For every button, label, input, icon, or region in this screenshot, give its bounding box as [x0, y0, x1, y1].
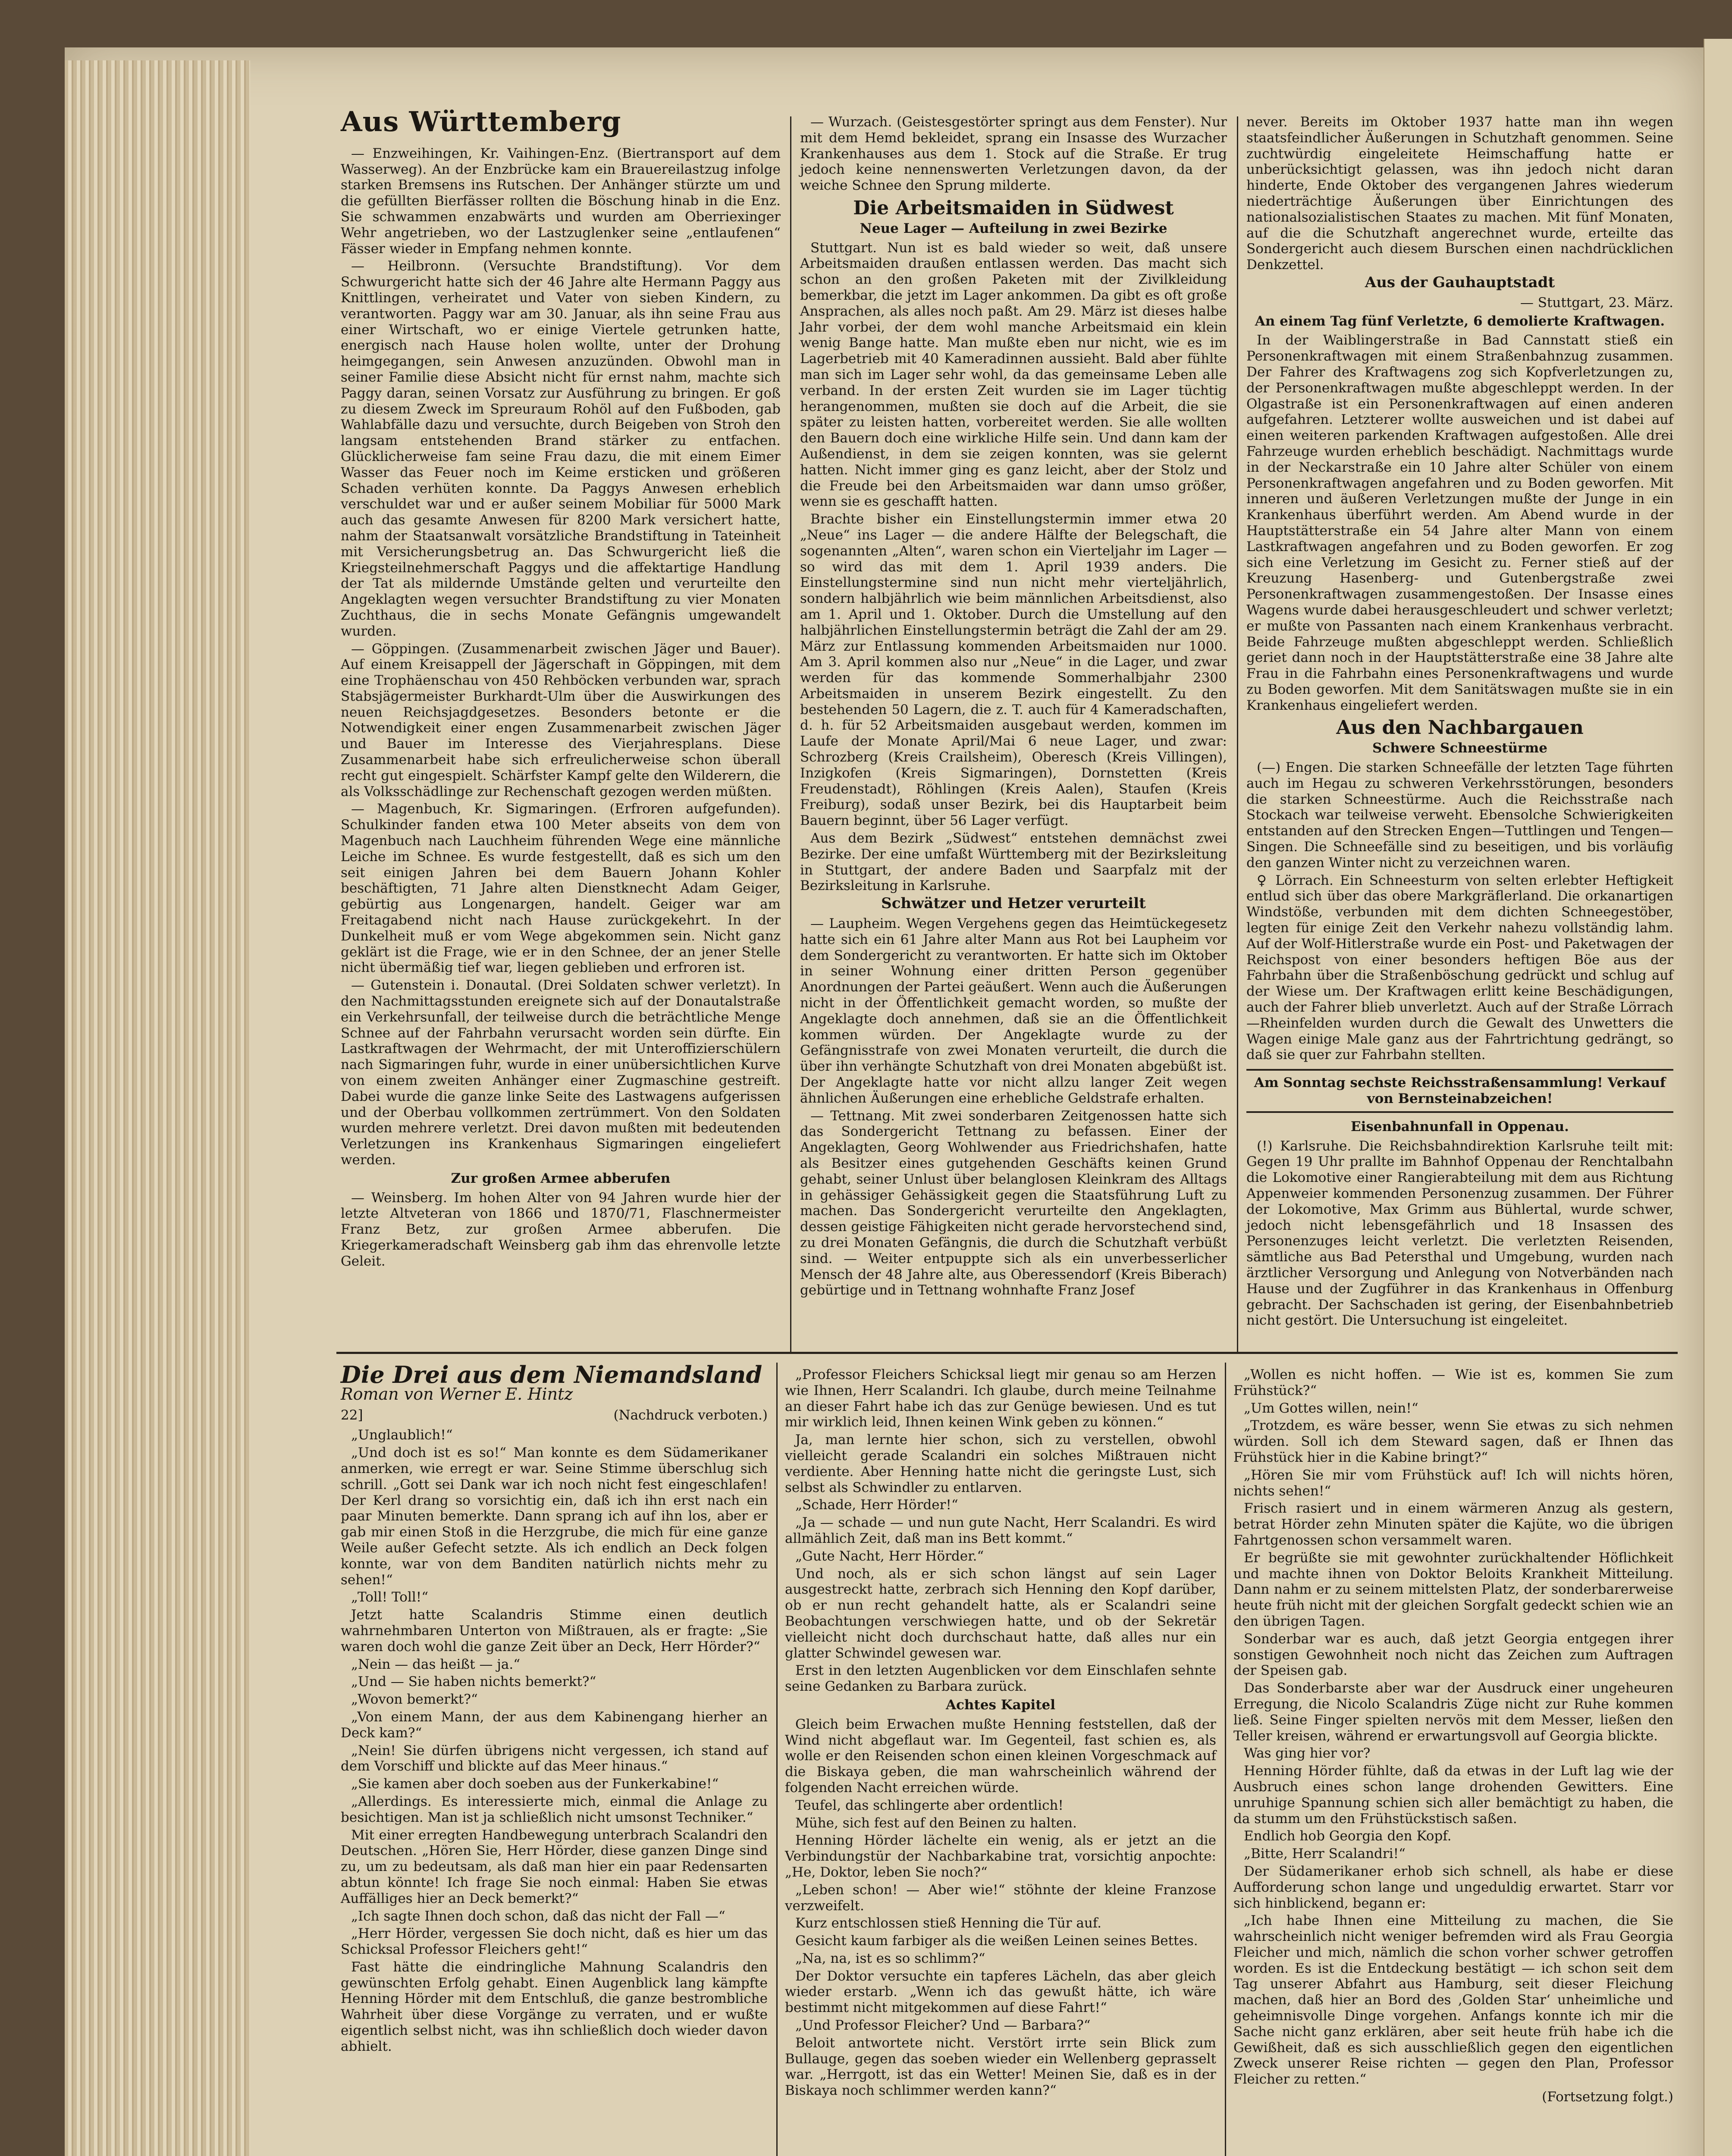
- story-paragraph: „Nein! Sie dürfen übrigens nicht vergessen, ich stand auf dem Vorschiff und blickte auf das Meer hinaus.“: [341, 1742, 768, 1774]
- story-paragraph: „Leben schon! — Aber wie!“ stöhnte der kleine Franzose verzweifelt.: [785, 1882, 1216, 1914]
- serial-author: Roman von Werner E. Hintz: [341, 1384, 573, 1404]
- story-paragraph: „Bitte, Herr Scalandri!“: [1244, 1846, 1406, 1862]
- story-paragraph: „Nein — das heißt — ja.“: [351, 1656, 521, 1672]
- column-rule: [790, 116, 791, 1354]
- serial-header-row: [341, 1407, 768, 1423]
- story-paragraph: „Herr Hörder, vergessen Sie doch nicht, daß es hier um das Schicksal Professor Fleichers geht!“: [341, 1926, 768, 1958]
- article-paragraph: — Wurzach. (Geistesgestörter springt aus dem Fenster). Nur mit dem Hemd bekleidet, sprang ein Insasse des Wurzacher Krankenhauses aus dem 1. Stock auf die Straße. Er trug jedoch keine nennenswerten Verletzungen davon, da der weiche Schnee den Sprung milderte.: [800, 114, 1227, 194]
- story-paragraph: Erst in den letzten Augenblicken vor dem Einschlafen sehnte seine Gedanken zu Barbara zurück.: [785, 1663, 1216, 1695]
- article-paragraph: ♀ Lörrach. Ein Schneesturm von selten erlebter Heftigkeit entlud sich über das obere Markgräflerland. Die orkanartigen Windstöße, verbunden mit dem dichten Schneegestöber, legten für einige Zeit den Verkehr nahezu vollständig lahm. Auf der Wolf-Hitlerstraße wurde ein Post- und Paketwagen der Reichspost von einer besonders heftigen Böe aus der Fahrbahn über die Straßenböschung gedrückt und schlug auf der Wiese um. Der Kraftwagen erlitt keine Beschädigungen, auch der Fahrer blieb unverletzt. Auch auf der Straße Lörrach—Rheinfelden wurden durch die Gewalt des Unwetters die Wagen einige Male ganz aus der Fahrtrichtung gedrängt, so daß sie quer zur Fahrbahn stellten.: [1246, 872, 1673, 1063]
- chapter-heading: Achtes Kapitel: [945, 1697, 1056, 1713]
- article-paragraph: Aus dem Bezirk „Südwest“ entstehen demnächst zwei Bezirke. Der eine umfaßt Württemberg mit der Bezirksleitung in Stuttgart, der andere Baden und Saarpfalz mit der Bezirksleitung in Karlsruhe.: [800, 830, 1227, 894]
- article-headline: Aus der Gauhauptstadt: [1365, 273, 1555, 291]
- story-paragraph: Und noch, als er sich schon längst auf sein Lager ausgestreckt hatte, zerbrach sich Henning den Kopf darüber, ob er nun recht gehandelt hatte, als er Scalandri seine Beobachtungen verschwiegen hatte, und ob der Sekretär vielleicht nicht doch durchschaut hatte, daß alles nur ein glatter Schwindel gewesen war.: [785, 1566, 1216, 1661]
- column-rule: [776, 1363, 778, 2156]
- article-subheading: Schwere Schneestürme: [1372, 740, 1547, 756]
- story-paragraph: Jetzt hatte Scalandris Stimme einen deutlich wahrnehmbaren Unterton von Mißtrauen, als er fragte: „Sie waren doch wohl die ganze Zeit über an Deck, Herr Hörder?“: [341, 1607, 768, 1655]
- column-rule: [1225, 1363, 1226, 2156]
- article-paragraph: — Enzweihingen, Kr. Vaihingen-Enz. (Biertransport auf dem Wasserweg). An der Enzbrücke kam ein Brauereilastzug infolge starken Bremsens ins Rutschen. Der Anhänger stürzte um und die gefüllten Bierfässer rollten die Böschung hinab in die Enz. Sie schwammen enzabwärts und wurden am Oberriexinger Wehr angetrieben, wo der Lastzuglenker seine „entlaufenen“ Fässer wieder in Empfang nehmen konnte.: [341, 145, 781, 257]
- article-paragraph: — Heilbronn. (Versuchte Brandstiftung). Vor dem Schwurgericht hatte sich der 46 Jahre alte Hermann Paggy aus Knittlingen, verheiratet und Vater von sieben Kindern, zu verantworten. Paggy war am 30. Januar, als ihn seine Frau aus einer Wirtschaft, wo er einige Viertele getrunken hatte, energisch nach Hause holen wollte, unter der Drohung heimgegangen, sein Anwesen anzuzünden. Obwohl man in seiner Familie diese Absicht nicht für ernst nahm, machte sich Paggy daran, seinen Vorsatz zur Ausführung zu bringen. Er goß zu diesem Zweck im Spreuraum Rohöl auf den Fußboden, gab Wahlabfälle dazu und versuchte, durch Beigeben von Stroh den langsam entstehenden Brand stärker zu entfachen. Glücklicherweise fam seine Frau dazu, die mit einem Eimer Wasser das Feuer noch im Keime ersticken und größeren Schaden verhüten konnte. Da Paggys Anwesen erheblich verschuldet war und er außer seinem Mobiliar für 5000 Mark auch das gesamte Anwesen für 8200 Mark versichert hatte, nahm der Staatsanwalt vorsätzliche Brandstiftung in Tateinheit mit Versicherungsbetrug an. Das Schwurgericht ließ die Kriegsteilnehmerschaft Paggys und die affektartige Handlung der Tat als mildernde Umstände gelten und verurteilte den Angeklagten wegen versuchter Brandstiftung zu vier Monaten Zuchthaus, die in sechs Monate Gefängnis umgewandelt wurden.: [341, 258, 781, 639]
- story-paragraph: „Allerdings. Es interessierte mich, einmal die Anlage zu besichtigen. Man ist ja schließlich nicht umsonst Techniker.“: [341, 1793, 768, 1825]
- article-paragraph: In der Waiblingerstraße in Bad Cannstatt stieß ein Personenkraftwagen mit einem Straßenbahnzug zusammen. Der Fahrer des Kraftwagens zog sich Kopfverletzungen zu, der Personenkraftwagen mußte abgeschleppt werden. In der Olgastraße ist ein Personenkraftwagen auf einen anderen aufgefahren. Letzterer wollte ausweichen und ist dabei auf einen weiteren parkenden Kraftwagen aufgestoßen. Alle drei Fahrzeuge wurden erheblich beschädigt. Nachmittags wurde in der Neckarstraße ein 10 Jahre alter Schüler von einem Personenkraftwagen angefahren und zu Boden geworfen. Mit inneren und äußeren Verletzungen mußte der Junge in ein Krankenhaus überführt werden. Am Abend wurde in der Hauptstätterstraße ein 54 Jahre alter Mann von einem Lastkraftwagen angefahren und zu Boden geworfen. Er zog sich eine Verletzung im Gesicht zu. Ferner stieß auf der Kreuzung Hasenberg- und Gutenbergstraße zwei Personenkraftwagen zusammengestoßen. Der Insasse eines Wagens wurde dabei herausgeschleudert und schwer verletzt; er mußte von Passanten nach einem Krankenhaus verbracht. Beide Fahrzeuge mußten abgeschleppt werden. Schließlich geriet dann noch in der Hauptstätterstraße eine 38 Jahre alte Frau in die Fahrbahn eines Personenkraftwagens und wurde zu Boden geworfen. Mit dem Sanitätswagen mußte sie in ein Krankenhaus eingeliefert werden.: [1246, 332, 1673, 713]
- story-paragraph: „Na, na, ist es so schlimm?“: [795, 1950, 985, 1966]
- serial-column-3: [1233, 1367, 1673, 2107]
- story-paragraph: „Toll! Toll!“: [351, 1589, 429, 1605]
- story-paragraph: „Trotzdem, es wäre besser, wenn Sie etwas zu sich nehmen würden. Soll ich dem Steward sagen, daß er Ihnen das Frühstück hier in die Kabine bringt?“: [1233, 1418, 1673, 1465]
- story-paragraph: Frisch rasiert und in einem wärmeren Anzug als gestern, betrat Hörder zehn Minuten später die Kajüte, wo die übrigen Fahrtgenossen schon versammelt waren.: [1233, 1501, 1673, 1548]
- news-column-1: [341, 106, 781, 1271]
- article-paragraph: (—) Engen. Die starken Schneefälle der letzten Tage führten auch im Hegau zu schweren Verkehrsstörungen, besonders die starken Schneestürme. Auch die Reichsstraße nach Stockach war teilweise verweht. Ebensolche Schwierigkeiten entstanden auf den Strecken Engen—Tuttlingen und Tengen—Singen. Die Schneefälle sind zu beseitigen, und bis vorläufig den ganzen Winter nicht zu verzeichnen waren.: [1246, 760, 1673, 871]
- story-paragraph: Der Südamerikaner erhob sich schnell, als habe er diese Aufforderung schon lange und ungeduldig erwartet. Starr vor sich hinblickend, begann er:: [1233, 1863, 1673, 1911]
- article-paragraph: Brachte bisher ein Einstellungstermin immer etwa 20 „Neue“ ins Lager — die andere Hälfte der Belegschaft, die sogenannten „Alten“, waren schon ein Vierteljahr im Lager — so wird das mit dem 1. April 1939 anders. Die Einstellungstermine sind nun nicht mehr vierteljährlich, sondern halbjährlich wie beim männlichen Arbeitsdienst, also am 1. April und 1. Oktober. Durch die Umstellung auf den halbjährlichen Einstellungstermin beträgt die Zahl der am 29. März zur Entlassung kommenden Arbeitsmaiden nur 1000. Am 3. April kommen also nur „Neue“ in die Lager, und zwar werden für das kommende Sommerhalbjahr 2300 Arbeitsmaiden in unserem Bezirk eingestellt. Zu den bestehenden 50 Lagern, die z. T. auch für 4 Kameradschaften, d. h. für 52 Arbeitsmaiden ausgebaut werden, kommen im Laufe der Monate April/Mai 6 neue Lager, und zwar: Schrozberg (Kreis Crailsheim), Oberesch (Kreis Villingen), Inzigkofen (Kreis Sigmaringen), Dornstetten (Kreis Freudenstadt), Röhlingen (Kreis Aalen), Staufen (Kreis Freiburg), sodaß unser Bezirk, bei dis Hauptarbeit beim Bauern beginnt, über 56 Lager verfügt.: [800, 511, 1227, 829]
- serial-column-2: [785, 1367, 1216, 2100]
- article-subheading: An einem Tag fünf Verletzte, 6 demolierte Kraftwagen.: [1255, 313, 1665, 329]
- serial-title: Die Drei aus dem Niemandsland: [341, 1361, 762, 1388]
- article-paragraph: — Laupheim. Wegen Vergehens gegen das Heimtückegesetz hatte sich ein 61 Jahre alter Mann aus Rot bei Laupheim vor dem Sondergericht zu verantworten. Er hatte sich im Oktober in seiner Wohnung einer dritten Person gegenüber Anordnungen der Partei geäußert. Wenn auch die Äußerungen nicht in der Öffentlichkeit gemacht worden, so mußte der Angeklagte doch annehmen, daß sie an die Öffentlichkeit kommen würden. Der Angeklagte wurde zu der Gefängnisstrafe von zwei Monaten verurteilt, die durch die über ihn verhängte Schutzhaft von drei Monaten abgebüßt ist. Der Angeklagte hatte vor nicht allzu langer Zeit wegen ähnlichen Äußerungen eine erhebliche Geldstrafe erhalten.: [800, 916, 1227, 1106]
- story-paragraph: Kurz entschlossen stieß Henning die Tür auf.: [795, 1915, 1102, 1931]
- story-paragraph: „Schade, Herr Hörder!“: [795, 1497, 958, 1513]
- story-paragraph: Gleich beim Erwachen mußte Henning feststellen, daß der Wind nicht abgeflaut war. Im Gegenteil, fast schien es, als wolle er den Reisenden schon einen kleinen Vorgeschmack auf die Biskaya geben, die man wahrscheinlich während der folgenden Nacht erreichen würde.: [785, 1716, 1216, 1796]
- story-paragraph: „Wovon bemerkt?“: [351, 1692, 478, 1708]
- story-paragraph: Das Sonderbarste aber war der Ausdruck einer ungeheuren Erregung, die Nicolo Scalandris Züge nicht zur Ruhe kommen ließ. Seine Finger spielten nervös mit dem Messer, ließen den Teller kreisen, während er erwartungsvoll auf Georgia blickte.: [1233, 1680, 1673, 1744]
- story-paragraph: Teufel, das schlingerte aber ordentlich!: [795, 1797, 1064, 1813]
- column-rule: [1237, 116, 1238, 1354]
- article-subheading: Eisenbahnunfall in Oppenau.: [1351, 1119, 1569, 1134]
- story-paragraph: Was ging hier vor?: [1244, 1745, 1371, 1761]
- article-headline: Aus den Nachbargauen: [1336, 717, 1584, 739]
- section-divider: [336, 1352, 1678, 1354]
- article-paragraph: — Tettnang. Mit zwei sonderbaren Zeitgenossen hatte sich das Sondergericht Tettnang zu befassen. Einer der Angeklagten, Georg Wohlwender aus Friedrichshafen, hatte als Besitzer eines gutgehenden Geschäfts keinen Grund gehabt, seiner Unlust über belanglosen Kleinkram des Alltags in gehässiger Gehässigkeit gegen die Staatsführung Luft zu machen. Das Sondergericht verurteilte den Angeklagten, dessen geistige Fähigkeiten nicht gerade hervorstechend sind, zu drei Monaten Gefängnis, die durch die Schutzhaft verbüßt sind. — Weiter entpuppte sich als ein unverbesserlicher Mensch der 48 Jahre alte, aus Oberessendorf (Kreis Biberach) gebürtige und in Tettnang wohnhafte Franz Josef: [800, 1108, 1227, 1298]
- story-paragraph: „Ich sagte Ihnen doch schon, daß das nicht der Fall —“: [351, 1908, 725, 1924]
- article-paragraph: — Göppingen. (Zusammenarbeit zwischen Jäger und Bauer). Auf einem Kreisappell der Jägerschaft in Göppingen, mit dem eine Trophäenschau von 450 Rehböcken verbunden war, sprach Stabsjägermeister Burkhardt-Ulm über die Auswirkungen des neuen Reichsjagdgesetzes. Besonders betonte er die Notwendigkeit einer engen Zusammenarbeit zwischen Jäger und Bauer im Interesse des Vierjahresplans. Diese Zusammenarbeit habe sich erfreulicherweise schon überall recht gut eingespielt. Schärfster Kampf gelte den Wilderern, die als Volksschädlinge zur Rechenschaft gezogen werden müßten.: [341, 641, 781, 799]
- story-paragraph: „Von einem Mann, der aus dem Kabinengang hierher an Deck kam?“: [341, 1709, 768, 1741]
- story-paragraph: Endlich hob Georgia den Kopf.: [1244, 1828, 1452, 1844]
- news-column-3: [1246, 114, 1673, 1330]
- news-column-2: [800, 114, 1227, 1300]
- story-paragraph: Gesicht kaum farbiger als die weißen Leinen seines Bettes.: [795, 1933, 1198, 1949]
- story-paragraph: „Ich habe Ihnen eine Mitteilung zu machen, die Sie wahrscheinlich nicht weniger befremden wird als Frau Georgia Fleicher und mich, nämlich die schon vorher schwer getroffen worden. Es ist die Entdeckung bestätigt — ich schon seit dem Tag unserer Abfahrt aus Hamburg, seit dieser Fleichung machen, daß hier an Bord des ‚Golden Star‘ unheimliche und geheimnisvolle Dinge vorgehen. Anfangs konnte ich mir die Sache nicht ganz erklären, aber seit heute früh habe ich die Gewißheit, daß es sich ausschließlich gegen den eigentlichen Zweck unserer Reise richten — gegen den Plan, Professor Fleicher zu retten.“: [1233, 1913, 1673, 2087]
- announcement-box: Am Sonntag sechste Reichsstraßensammlung! Verkauf von Bernsteinabzeichen!: [1246, 1069, 1673, 1113]
- serial-number: 22]: [341, 1407, 363, 1423]
- page-stack-edge: [65, 60, 250, 2156]
- story-paragraph: „Gute Nacht, Herr Hörder.“: [795, 1548, 984, 1564]
- story-paragraph: „Wollen es nicht hoffen. — Wie ist es, kommen Sie zum Frühstück?“: [1233, 1367, 1673, 1398]
- story-paragraph: „Unglaublich!“: [351, 1427, 453, 1443]
- story-paragraph: Fast hätte die eindringliche Mahnung Scalandris den gewünschten Erfolg gehabt. Einen Augenblick lang kämpfte Henning Hörder mit dem Entschluß, die ganze bestrombliche Wahrheit über diese Vorgänge zu verraten, und er wußte eigentlich selbst nicht, was ihn schließlich doch wieder davon abhielt.: [341, 1959, 768, 2054]
- story-paragraph: „Und — Sie haben nichts bemerkt?“: [351, 1674, 596, 1690]
- article-paragraph: Stuttgart. Nun ist es bald wieder so weit, daß unsere Arbeitsmaiden draußen entlassen werden. Das macht sich schon an den großen Paketen mit der Zivilkleidung bemerkbar, die jetzt im Lager ankommen. Da gibt es oft große Ansprachen, als alles noch paßt. Am 29. März ist dieses halbe Jahr vorbei, der dem wohl manche Arbeitsmaid ein klein wenig Bange hatte. Man mußte eben nur nicht, wie es im Lagerbetrieb mit 40 Kameradinnen aussieht. Bald aber fühlte man sich im Lager sehr wohl, da das gemeinsame Leben alle verband. In der ersten Zeit wurden sie im Lager tüchtig herangenommen, mußten sie doch auf die Arbeit, die sie später zu leisten hatten, vorbereitet werden. Sie alle wollten den Bauern doch eine wirkliche Hilfe sein. Und dann kam der Außendienst, in dem sie zeigen konnten, was sie gelernt hatten. Nicht immer ging es ganz leicht, aber der Stolz und die Freude bei den Arbeitsmaiden war dann umso größer, wenn sie es geschafft hatten.: [800, 240, 1227, 510]
- story-paragraph: „Professor Fleichers Schicksal liegt mir genau so am Herzen wie Ihnen, Herr Scalandri. Ich glaube, durch meine Teilnahme an dieser Fahrt habe ich das zur Genüge bewiesen. Und es tut mir wirklich leid, Ihnen keinen Wink geben zu können.“: [785, 1367, 1216, 1430]
- reprint-notice: (Nachdruck verboten.): [613, 1407, 768, 1423]
- story-paragraph: Henning Hörder lächelte ein wenig, als er jetzt an die Verbindungstür der Nachbarkabine trat, vorsichtig anpochte: „He, Doktor, leben Sie noch?“: [785, 1833, 1216, 1880]
- story-paragraph: Er begrüßte sie mit gewohnter zurückhaltender Höflichkeit und machte ihnen von Doktor Beloits Krankheit Mitteilung. Dann nahm er zu seinem mittelsten Platz, der sonderbarerweise heute früh nicht mit der gleichen Sorgfalt gedeckt schien wie an den übrigen Tagen.: [1233, 1550, 1673, 1629]
- story-paragraph: Mühe, sich fest auf den Beinen zu halten.: [795, 1815, 1077, 1831]
- article-paragraph: (!) Karlsruhe. Die Reichsbahndirektion Karlsruhe teilt mit: Gegen 19 Uhr prallte im Bahnhof Oppenau der Renchtalbahn die Lokomotive einer Rangierabteilung mit dem aus Richtung Appenweier kommenden Personenzug zusammen. Der Führer der Lokomotive, Max Grimm aus Bühlertal, wurde schwer, jedoch nicht lebensgefährlich und 18 Insassen des Personenzuges leicht verletzt. Die verletzten Reisenden, sämtliche aus Bad Petersthal und Umgebung, wurden nach ärztlicher Versorgung und Anlegung von Notverbänden nach Hause und der Zugführer in das Krankenhaus in Offenburg gebracht. Der Sachschaden ist gering, der Eisenbahnbetrieb nicht gestört. Die Untersuchung ist eingeleitet.: [1246, 1138, 1673, 1329]
- story-paragraph: Beloit antwortete nicht. Verstört irrte sein Blick zum Bullauge, gegen das soeben wieder ein Wellenberg geprasselt war. „Herrgott, ist das ein Wetter! Meinen Sie, daß es in der Biskaya noch schlimmer werden kann?“: [785, 2035, 1216, 2099]
- story-paragraph: Ja, man lernte hier schon, sich zu verstellen, obwohl vielleicht gerade Scalandri ein solches Mißtrauen nicht verdiente. Aber Henning hatte nicht die geringste Lust, sich selbst als Schwindler zu entlarven.: [785, 1432, 1216, 1495]
- article-headline: Schwätzer und Hetzer verurteilt: [881, 895, 1146, 912]
- story-paragraph: Sonderbar war es auch, daß jetzt Georgia entgegen ihrer sonstigen Gewohnheit noch nicht das Zeichen zum Auftragen der Speisen gab.: [1233, 1631, 1673, 1679]
- article-subheading: Zur großen Armee abberufen: [451, 1170, 671, 1186]
- article-paragraph: — Gutenstein i. Donautal. (Drei Soldaten schwer verletzt). In den Nachmittagsstunden ereignete sich auf der Donautalstraße ein Verkehrsunfall, der teilweise durch die beträchtliche Menge Schnee auf der Fahrbahn verursacht worden sein dürfte. Ein Lastkraftwagen der Wehrmacht, der mit Unteroffizierschülern nach Sigmaringen fuhr, wurde in einer unübersichtlichen Kurve von einem zweiten Anhänger einer Zugmaschine gestreift. Dabei wurde die ganze linke Seite des Lastwagens aufgerissen und der Oberbau vollkommen zertrümmert. Von den Soldaten wurden mehrere verletzt. Drei davon mußten mit bedeutenden Verletzungen ins Krankenhaus Sigmaringen eingeliefert werden.: [341, 978, 781, 1168]
- dateline: — Stuttgart, 23. März.: [1520, 295, 1673, 310]
- story-paragraph: Der Doktor versuchte ein tapferes Lächeln, das aber gleich wieder erstarb. „Wenn ich das gewußt hätte, ich wäre bestimmt nicht mitgekommen auf diese Fahrt!“: [785, 1968, 1216, 2016]
- story-paragraph: „Um Gottes willen, nein!“: [1244, 1400, 1418, 1416]
- next-page-edge: [1704, 39, 1732, 2156]
- story-paragraph: „Und doch ist es so!“ Man konnte es dem Südamerikaner anmerken, wie erregt er war. Seine Stimme überschlug sich schrill. „Gott sei Dank war ich noch nicht fest eingeschlafen! Der Kerl drang so vorsichtig ein, daß ich ihn erst nach ein paar Minuten bemerkte. Dann sprang ich auf ihn los, aber er gab mir einen Stoß in die Herzgrube, die mich für eine ganze Weile außer Gefecht setzte. Als ich endlich an Deck folgen konnte, war von dem Banditen natürlich nichts mehr zu sehen!“: [341, 1445, 768, 1588]
- article-paragraph: — Magenbuch, Kr. Sigmaringen. (Erfroren aufgefunden). Schulkinder fanden etwa 100 Meter abseits von dem von Magenbuch nach Lauchheim führenden Wege eine männliche Leiche im Schnee. Es wurde festgestellt, daß es sich um den seit einigen Jahren bei dem Bauern Johann Kohler beschäftigten, 71 Jahre alten Dienstknecht Adam Geiger, gebürtig aus Longenargen, handelt. Geiger war am Freitagabend nicht nach Hause zurückgekehrt. In der Dunkelheit muß er vom Wege abgekommen sein. Nicht ganz geklärt ist die Frage, wie er in den Schnee, der an jener Stelle nicht übermäßig tief war, liegen geblieben und erfroren ist.: [341, 801, 781, 976]
- section-title: Aus Württemberg: [341, 106, 621, 138]
- story-paragraph: „Sie kamen aber doch soeben aus der Funkerkabine!“: [351, 1776, 719, 1792]
- story-paragraph: „Und Professor Fleicher? Und — Barbara?“: [795, 2018, 1091, 2034]
- continuation-note: (Fortsetzung folgt.): [1542, 2089, 1673, 2105]
- serial-column-1: [341, 1361, 768, 2056]
- story-paragraph: „Hören Sie mir vom Frühstück auf! Ich will nichts hören, nichts sehen!“: [1233, 1467, 1673, 1499]
- story-paragraph: Mit einer erregten Handbewegung unterbrach Scalandri den Deutschen. „Hören Sie, Herr Hörder, diese ganzen Dinge sind zu, um zu bedeutsam, als daß man hier ein paar Redensarten abtun könnte! Ich frage Sie noch einmal: Haben Sie etwas Auffälliges hier an Deck bemerkt?“: [341, 1827, 768, 1906]
- article-subheading: Neue Lager — Aufteilung in zwei Bezirke: [860, 220, 1167, 236]
- story-paragraph: Henning Hörder fühlte, daß da etwas in der Luft lag wie der Ausbruch eines schon lange drohenden Gewitters. Eine unruhige Spannung schien sich aller bemächtigt zu haben, die da stumm um den Frühstückstisch saßen.: [1233, 1763, 1673, 1827]
- article-paragraph: — Weinsberg. Im hohen Alter von 94 Jahren wurde hier der letzte Altveteran von 1866 und 1870/71, Flaschnermeister Franz Betz, zur großen Armee abberufen. Die Kriegerkameradschaft Weinsberg gab ihm das ehrenvolle letzte Geleit.: [341, 1190, 781, 1269]
- story-paragraph: „Ja — schade — und nun gute Nacht, Herr Scalandri. Es wird allmählich Zeit, daß man ins Bett kommt.“: [785, 1515, 1216, 1546]
- article-paragraph: never. Bereits im Oktober 1937 hatte man ihn wegen staatsfeindlicher Äußerungen in Schutzhaft genommen. Seine zuchtwürdig eingeleitete Heimschaffung hatte er unberücksichtigt gelassen, was ihn jedoch nicht daran hinderte, Ende Oktober des vergangenen Jahres wiederum niederträchtige Äußerungen über Einrichtungen des nationalsozialistischen Staates zu machen. Mit fünf Monaten, auf die die Schutzhaft angerechnet wurde, erteilte das Sondergericht auch diesem Burschen einen nachdrücklichen Denkzettel.: [1246, 114, 1673, 273]
- article-headline: Die Arbeitsmaiden in Südwest: [853, 197, 1174, 219]
